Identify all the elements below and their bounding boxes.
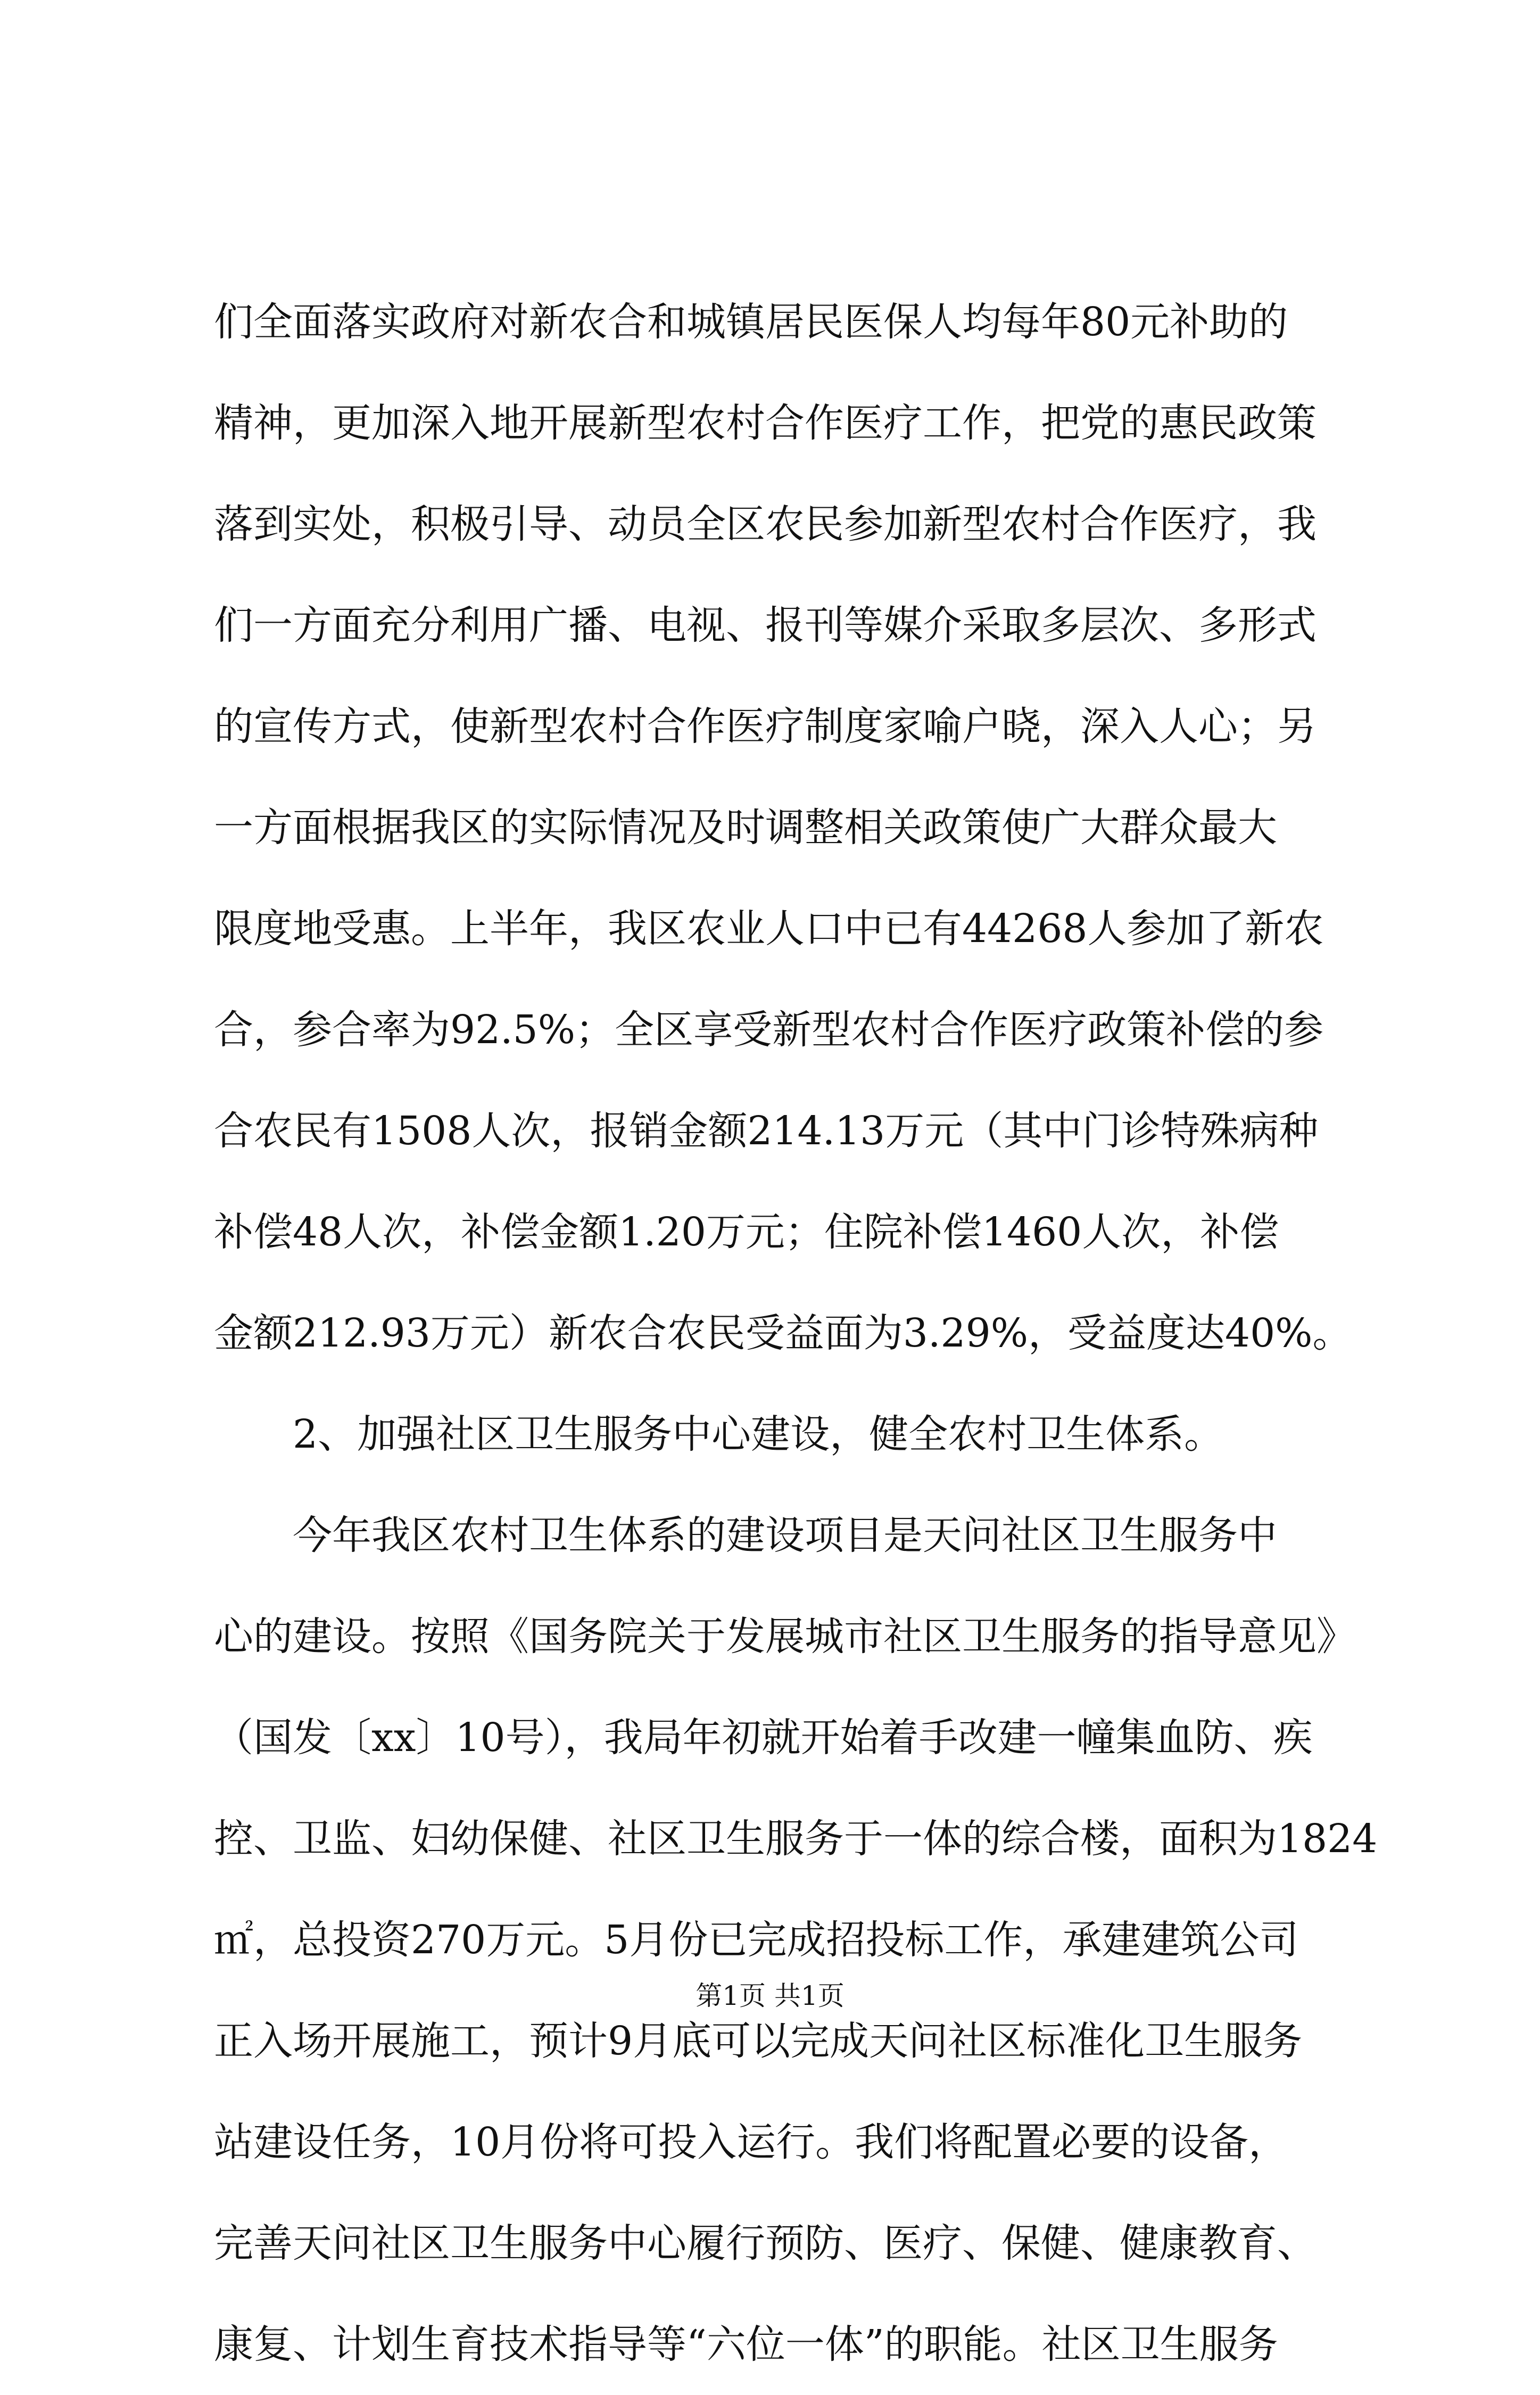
text-line: ㎡，总投资270万元。5月份已完成招投标工作，承建建筑公司 bbox=[214, 1917, 1299, 1963]
text-line: 落到实处，积极引导、动员全区农民参加新型农村合作医疗，我 bbox=[214, 501, 1317, 547]
text-line: 控、卫监、妇幼保健、社区卫生服务于一体的综合楼，面积为1824 bbox=[214, 1816, 1378, 1862]
page-footer bbox=[0, 1980, 1540, 2012]
text-line: 康复、计划生育技术指导等“六位一体”的职能。社区卫生服务 bbox=[214, 2322, 1278, 2367]
text-line: 正入场开展施工，预计9月底可以完成天问社区标准化卫生服务 bbox=[214, 2018, 1303, 2064]
text-line: 心的建设。按照《国务院关于发展城市社区卫生服务的指导意见》 bbox=[214, 1614, 1356, 1659]
text-line: 补偿48人次，补偿金额1.20万元；住院补偿1460人次，补偿 bbox=[214, 1209, 1279, 1255]
text-line: 精神，更加深入地开展新型农村合作医疗工作，把党的惠民政策 bbox=[214, 400, 1317, 446]
text-line: 站建设任务，10月份将可投入运行。我们将配置必要的设备， bbox=[214, 2119, 1288, 2165]
text-line: 完善天问社区卫生服务中心履行预防、医疗、保健、健康教育、 bbox=[214, 2220, 1317, 2266]
page-number-label: 第1页 共1页 bbox=[696, 1980, 844, 2011]
text-line: 们全面落实政府对新农合和城镇居民医保人均每年80元补助的 bbox=[214, 299, 1288, 345]
text-line: 合农民有1508人次，报销金额214.13万元（其中门诊特殊病种 bbox=[214, 1108, 1319, 1154]
text-line: 的宣传方式，使新型农村合作医疗制度家喻户晓，深入人心；另 bbox=[214, 704, 1317, 749]
document-body bbox=[214, 271, 1378, 2395]
text-line: 们一方面充分利用广播、电视、报刊等媒介采取多层次、多形式 bbox=[214, 602, 1317, 648]
paragraph-first-line: 今年我区农村卫生体系的建设项目是天问社区卫生服务中 bbox=[293, 1513, 1277, 1558]
text-line: 一方面根据我区的实际情况及时调整相关政策使广大群众最大 bbox=[214, 805, 1277, 850]
text-line: （国发〔xx〕10号），我局年初就开始着手改建一幢集血防、疾 bbox=[214, 1715, 1313, 1761]
section-heading: 2、加强社区卫生服务中心建设，健全农村卫生体系。 bbox=[293, 1411, 1224, 1457]
text-line: 金额212.93万元）新农合农民受益面为3.29%，受益度达40%。 bbox=[214, 1310, 1352, 1356]
text-line: 限度地受惠。上半年，我区农业人口中已有44268人参加了新农 bbox=[214, 906, 1324, 952]
text-line: 合，参合率为92.5%；全区享受新型农村合作医疗政策补偿的参 bbox=[214, 1007, 1324, 1053]
